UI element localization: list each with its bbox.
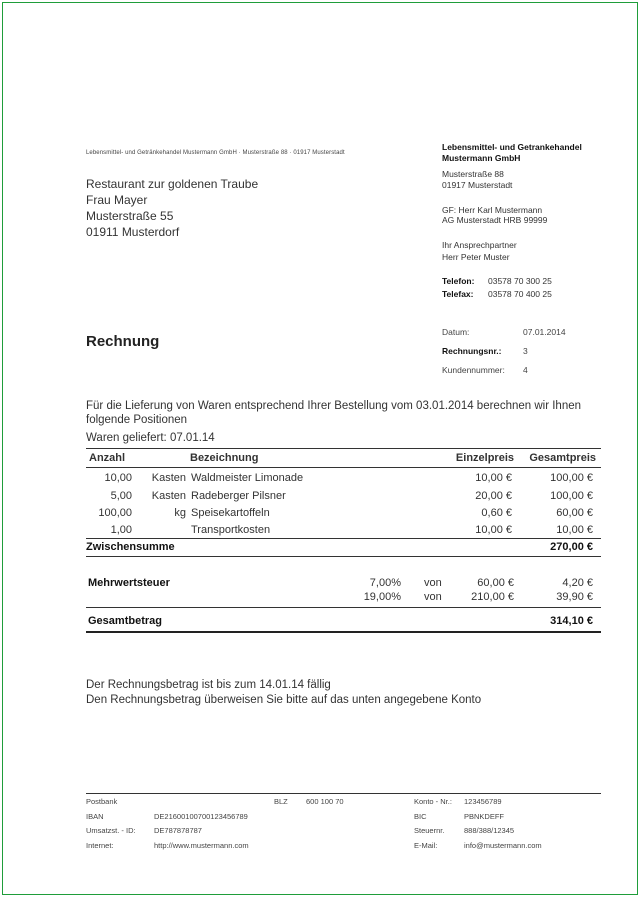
website-label: Internet: <box>86 841 114 850</box>
due-date-text: Der Rechnungsbetrag ist bis zum 14.01.14 fällig <box>86 679 331 691</box>
subtotal-bottom-rule <box>86 556 601 557</box>
grand-total-label: Gesamtbetrag <box>88 615 162 627</box>
vat-base-1: 60,00 € <box>477 577 514 589</box>
row-qty: 1,00 <box>110 524 132 536</box>
vat-rule <box>86 607 601 608</box>
vat-base-2: 210,00 € <box>471 591 514 603</box>
tax-number-label: Steuernr. <box>414 826 445 835</box>
invoice-number-label: Rechnungsnr.: <box>442 346 502 356</box>
row-desc: Radeberger Pilsner <box>191 490 286 502</box>
subtotal-rule <box>86 538 601 539</box>
grand-total-rule <box>86 631 601 633</box>
bic-label: BIC <box>414 812 427 821</box>
row-qty: 5,00 <box>110 490 132 502</box>
vat-amount-1: 4,20 € <box>562 577 593 589</box>
vat-von-2: von <box>424 591 442 603</box>
row-price: 10,00 € <box>475 472 512 484</box>
row-unit: Kasten <box>151 490 186 502</box>
vat-amount-2: 39,90 € <box>556 591 593 603</box>
email-link[interactable]: info@mustermann.com <box>464 841 542 850</box>
row-desc: Waldmeister Limonade <box>191 472 304 484</box>
row-price: 10,00 € <box>475 524 512 536</box>
header-rule <box>86 467 601 468</box>
row-total: 10,00 € <box>556 524 593 536</box>
contact-person: Herr Peter Muster <box>442 252 510 262</box>
header-qty: Anzahl <box>89 452 126 464</box>
intro-line-1: Für die Lieferung von Waren entsprechend Ihrer Bestellung vom 03.01.2014 berechnen wir Ihnen <box>86 400 582 412</box>
transfer-text: Den Rechnungsbetrag überweisen Sie bitte auf das unten angegebene Konto <box>86 694 482 706</box>
footer-rule <box>86 793 601 794</box>
grand-total-value: 314,10 € <box>550 615 593 627</box>
row-total: 60,00 € <box>556 507 593 519</box>
company-gf: GF: Herr Karl Mustermann <box>442 205 543 215</box>
recipient-name: Restaurant zur goldenen Traube <box>86 177 259 191</box>
row-price: 20,00 € <box>475 490 512 502</box>
iban-label: IBAN <box>86 812 104 821</box>
header-unit-price: Einzelpreis <box>455 452 514 464</box>
tax-number-value: 888/388/12345 <box>464 826 515 835</box>
vat-label: Mehrwertsteuer <box>88 577 170 589</box>
contact-label: Ihr Ansprechpartner <box>442 240 517 250</box>
company-register: AG Musterstadt HRB 99999 <box>442 215 548 225</box>
page-title: Rechnung <box>86 333 160 350</box>
row-qty: 100,00 <box>98 507 132 519</box>
recipient-city: 01911 Musterdorf <box>86 225 180 239</box>
recipient-contact: Frau Mayer <box>86 193 148 207</box>
header-desc: Bezeichnung <box>190 452 259 464</box>
email-label: E-Mail: <box>414 841 438 850</box>
row-total: 100,00 € <box>550 490 593 502</box>
account-label: Konto - Nr.: <box>414 797 452 806</box>
vat-id-value: DE787878787 <box>154 826 202 835</box>
subtotal-label: Zwischensumme <box>86 541 175 553</box>
iban-value: DE21600100700123456789 <box>154 812 248 821</box>
vat-von-1: von <box>424 577 442 589</box>
row-total: 100,00 € <box>550 472 593 484</box>
bank-name: Postbank <box>86 797 118 806</box>
customer-number-label: Kundennummer: <box>442 365 505 375</box>
company-city: 01917 Musterstadt <box>442 180 513 190</box>
bic-value: PBNKDEFF <box>464 812 505 821</box>
fax-value: 03578 70 400 25 <box>488 289 552 299</box>
vat-id-label: Umsatzst. - ID: <box>86 826 136 835</box>
row-price: 0,60 € <box>481 507 512 519</box>
vat-rate-2: 19,00% <box>363 591 401 603</box>
phone-value: 03578 70 300 25 <box>488 276 552 286</box>
row-unit: kg <box>174 507 186 519</box>
intro-line-2: folgende Positionen <box>86 414 188 426</box>
customer-number-value: 4 <box>523 365 528 375</box>
recipient-street: Musterstraße 55 <box>86 209 174 223</box>
header-total-price: Gesamtpreis <box>529 452 596 464</box>
row-unit: Kasten <box>151 472 186 484</box>
vat-rate-1: 7,00% <box>369 577 401 589</box>
invoice-number-value: 3 <box>523 346 528 356</box>
row-qty: 10,00 <box>104 472 132 484</box>
row-desc: Speisekartoffeln <box>191 507 270 519</box>
company-street: Musterstraße 88 <box>442 169 504 179</box>
sender-line: Lebensmittel- und Getränkehandel Mustermann GmbH · Musterstraße 88 · 01917 Musterstadt <box>86 150 345 156</box>
date-value: 07.01.2014 <box>523 327 566 337</box>
date-label: Datum: <box>442 327 470 337</box>
row-desc: Transportkosten <box>191 524 271 536</box>
company-name-2: Mustermann GmbH <box>442 153 521 163</box>
fax-label: Telefax: <box>442 289 474 299</box>
company-name-1: Lebensmittel- und Getrankehandel <box>442 142 582 152</box>
subtotal-value: 270,00 € <box>550 541 593 553</box>
account-value: 123456789 <box>464 797 502 806</box>
blz-value: 600 100 70 <box>306 797 344 806</box>
delivery-date: Waren geliefert: 07.01.14 <box>86 432 215 444</box>
table-top-rule <box>86 448 601 449</box>
phone-label: Telefon: <box>442 276 475 286</box>
blz-label: BLZ <box>274 797 288 806</box>
website-link[interactable]: http://www.mustermann.com <box>154 841 249 850</box>
